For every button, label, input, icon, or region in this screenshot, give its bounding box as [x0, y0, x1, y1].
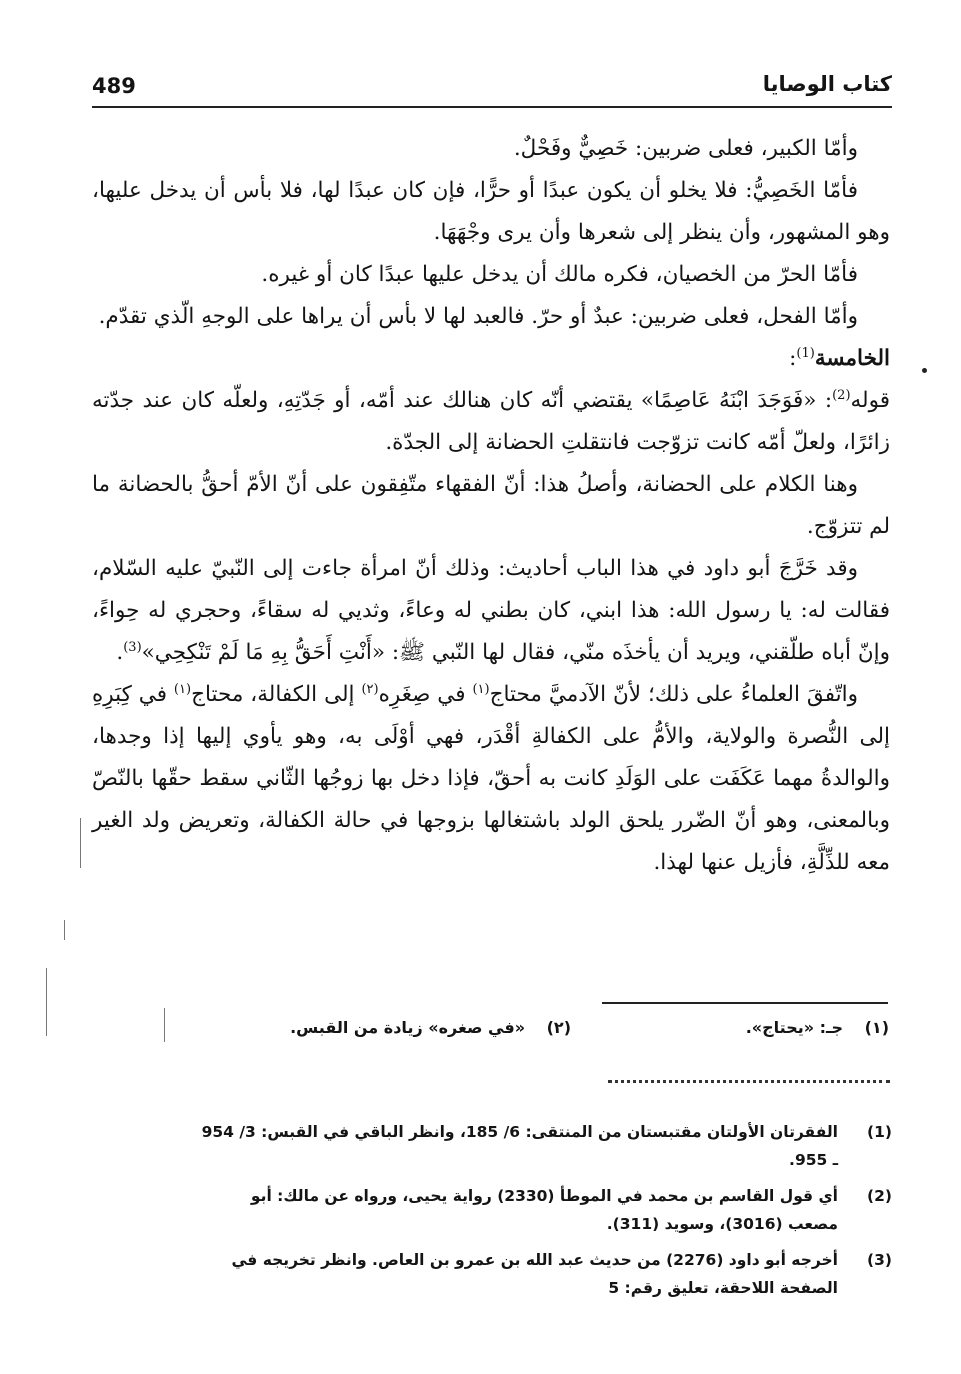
variant-note-text: جـ: «يحتاج».: [745, 1018, 844, 1037]
variant-note: [290, 1018, 571, 1037]
paragraph-5-start: قوله: [850, 388, 890, 413]
footnote-ref: (2): [832, 387, 851, 403]
variant-note-number: (٢): [546, 1018, 571, 1037]
section-heading: [92, 338, 890, 380]
paragraph-3: فأمّا الحرّ من الخصيان، فكره مالك أن يدخل عليها عبدًا كان أو غيره.: [261, 262, 858, 287]
scan-artifact: [46, 968, 47, 1036]
paragraph-2: فأمّا الخَصِيُّ: فلا يخلو أن يكون عبدًا أو حرًّا، فإن كان عبدًا لها، فلا بأس أن يدخل عليها، وهو المشهور، وأن ينظر إلى شعرها وأن يرى وجْهَهَا.: [92, 178, 890, 245]
paragraph-5: [92, 380, 890, 464]
scan-artifact: [64, 920, 65, 940]
paragraph-4: وأمّا الفحل، فعلى ضربين: عبدٌ أو حرّ. فالعبد لها لا بأس أن يراها على الوجهِ الّذي تقدّم.: [98, 304, 858, 329]
paragraph-8-part-c: إلى الكفالة، محتاج: [191, 682, 362, 707]
footnotes: [200, 1118, 892, 1310]
variant-note-ref: (١): [472, 681, 490, 697]
footnote-text: أخرجه أبو داود (2276) من حديث عبد الله بن عمرو بن العاص. وانظر تخريجه في الصفحة اللاحقة، تعليق رقم: 5: [231, 1251, 838, 1297]
footnote-text: أي قول القاسم بن محمد في الموطأ (2330) رواية يحيى، ورواه عن مالك: أبو مصعب (3016)، وسويد (311).: [250, 1187, 838, 1233]
variant-note-number: (١): [864, 1018, 889, 1037]
paragraph-7-end: .: [116, 640, 124, 665]
page-header: [92, 72, 892, 108]
section-heading-text: الخامسة: [814, 346, 890, 371]
paragraph-6: وهنا الكلام على الحضانة، وأصلُ هذا: أنّ الفقهاء متّفِقون على أنّ الأمّ أحقُّ بالحضانة ما لم تتزوّج.: [92, 472, 890, 539]
scan-artifact: [80, 818, 81, 868]
footnote: [200, 1182, 892, 1238]
scan-artifact: [164, 1008, 165, 1042]
paragraph-7-text: وقد خَرَّجَ أبو داود في هذا الباب أحاديث: وذلك أنّ امرأة جاءت إلى النّبيّ عليه السّلام، فقالت له: يا رسول الله: هذا ابني، كان بطني له وعاءً، وثديي له سقاءً، وحجري له حِواءً، وإنّ أباه طلّقني، ويريد أن يأخذَه منّي، فقال لها النّبي ﷺ: «أَنْتِ أَحَقُّ بِهِ مَا لَمْ تَنْكِحِي»: [92, 556, 890, 665]
footnote-ref: (3): [123, 639, 142, 655]
paragraph-1: وأمّا الكبير، فعلى ضربين: خَصِيٌّ وفَحْلٌ.: [513, 136, 858, 161]
footnote-number: (1): [867, 1123, 892, 1141]
margin-dot: [922, 368, 927, 373]
paragraph-5-rest: : «فَوَجَدَ ابْنَهُ عَاصِمًا» يقتضي أنّه كان هنالك عند أمّه، أو جَدّتِهِ، ولعلّه كان عند جدّته زائرًا، ولعلّ أمّه كانت تزوّجت فانتقلتِ الحضانة إلى الجدّة.: [92, 388, 890, 455]
page-number: 489: [92, 74, 136, 98]
variant-note-text: «في صغره» زيادة من القبس.: [290, 1018, 526, 1037]
footnote: [200, 1246, 892, 1302]
paragraph-8-part-a: واتّفقَ العلماءُ على ذلك؛ لأنّ الآدميَّ محتاج: [489, 682, 858, 707]
paragraph-7: [92, 548, 890, 674]
heading-colon: :: [789, 346, 797, 371]
footnote-number: (2): [867, 1187, 892, 1205]
variant-notes-separator: [602, 1002, 888, 1004]
footnote-text: الفقرتان الأولتان مقتبستان من المنتقى: 6/ 185، وانظر الباقي في القبس: 3/ 954 ـ 955.: [201, 1123, 838, 1169]
footnote-number: (3): [867, 1251, 892, 1269]
paragraph-8-part-d: في كِبَرِهِ إلى النُّصرة والولاية، والأمُّ على الكفالةِ أقْدَر، فهي أوْلَى به، وهو يأوي إليها إذا وجدها، والوالدةُ مهما عَكَفَت على الوَلَدِ كانت به أحقّ، فإذا دخل بها زوجُها الثّاني سقط حقّها بالنّصّ وبالمعنى، وهو أنّ الضّرر يلحق الولد باشتغالها بزوجها في حالة الكفالة، وتعريض ولد الغير معه للذِّلَّةِ، فأزيل عنها لهذا.: [92, 682, 890, 875]
paragraph-8-part-b: في صِغَرِه: [378, 682, 473, 707]
variant-note-ref: (١): [173, 681, 192, 697]
running-title: كتاب الوصايا: [762, 72, 892, 96]
footnote: [200, 1118, 892, 1174]
footnotes-separator: [608, 1080, 890, 1083]
footnote-ref: (1): [796, 345, 815, 361]
variant-note: [746, 1018, 889, 1037]
paragraph-8: [92, 674, 890, 884]
variant-note-ref: (٢): [361, 681, 379, 697]
main-text: [92, 128, 890, 884]
